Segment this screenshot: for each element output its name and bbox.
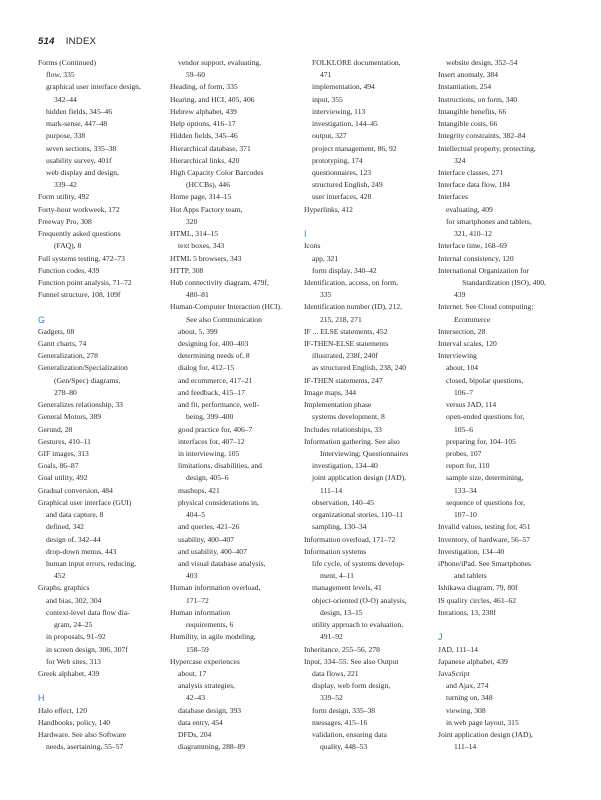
index-entry: Includes relationships, 33: [304, 424, 382, 434]
index-entry: needs, asertaining, 55–57: [46, 742, 124, 752]
index-entry: (FAQ), 8: [54, 241, 82, 251]
index-entry: 339–52: [320, 693, 343, 703]
index-entry: observation, 140–45: [312, 497, 375, 507]
index-entry: display, web form design,: [312, 681, 391, 691]
index-entry: 106–7: [454, 387, 473, 397]
index-entry: quality, 448–53: [320, 742, 368, 752]
index-column-4: [438, 57, 566, 753]
index-entry: Graphical user interface (GUI): [38, 497, 132, 507]
index-entry: 105–6: [454, 424, 473, 434]
index-entry: vendor support, evaluating,: [178, 58, 262, 67]
index-entry: limitations, disabilities, and: [178, 461, 262, 471]
index-entry: 59–60: [186, 70, 205, 80]
index-entry: investigation, 134–40: [312, 461, 378, 471]
index-entry: Interval scales, 120: [438, 339, 497, 349]
index-entry: project management, 86, 92: [312, 143, 397, 153]
index-entry: Help options, 416–17: [170, 119, 236, 129]
index-entry: Frequently asked questions: [38, 229, 121, 239]
index-entry: sequence of questions for,: [446, 497, 525, 507]
index-entry: and queries, 421–26: [178, 522, 240, 532]
index-entry: for smartphones and tablets,: [446, 216, 532, 226]
index-entry: Japanese alphabet, 439: [438, 656, 508, 666]
index-entry: Generalizes relationship, 33: [38, 400, 123, 410]
index-entry: user interfaces, 428: [312, 192, 372, 202]
index-entry: Hot Apps Factory team,: [170, 204, 243, 214]
index-entry: Gerund, 28: [38, 424, 73, 434]
index-entry: context-level data flow dia-: [46, 607, 130, 617]
index-entry: Inventory, of hardware, 56–57: [438, 534, 531, 544]
index-entry: form display, 340–42: [312, 265, 377, 275]
index-entry: human input errors, reducing,: [46, 558, 137, 568]
index-entry: diagramming, 288–89: [178, 742, 246, 752]
index-entry: 111–14: [320, 485, 343, 495]
index-entry: requirements, 6: [186, 620, 234, 630]
index-entry: text boxes, 343: [178, 241, 225, 251]
index-entry: Hub connectivity diagram, 479f,: [170, 277, 269, 287]
index-entry: Halo effect, 120: [38, 705, 87, 715]
index-entry: about, 5, 399: [178, 326, 218, 336]
index-entry: seven sections, 335–38: [46, 143, 117, 153]
index-entry: Implementation phase: [304, 400, 372, 410]
index-entry: HTML, 314–15: [170, 229, 219, 239]
index-entry: viewing, 308: [446, 705, 486, 715]
index-entry: open-ended questions for,: [446, 412, 525, 422]
index-entry: turning on, 348: [446, 693, 493, 703]
index-entry: and data capture, 8: [46, 510, 104, 520]
index-entry: 321, 410–12: [454, 229, 492, 239]
index-entry: Gadgets, 08: [38, 326, 75, 336]
section-gap: [304, 216, 432, 228]
index-entry: 471: [320, 70, 332, 80]
index-entry: 320: [186, 216, 198, 226]
index-entry: Funnel structure, 108, 109f: [38, 290, 121, 300]
index-entry: Instantiation, 254: [438, 82, 492, 92]
index-entry: 42–43: [186, 693, 205, 703]
index-entry: physical considerations in,: [178, 497, 259, 507]
index-entry: Input, 334–55. See also Output: [304, 656, 399, 666]
index-entry: Hidden fields, 345–46: [170, 131, 238, 141]
index-entry: Intellectual property, protecting,: [438, 143, 536, 153]
index-entry: Function point analysis, 71–72: [38, 277, 132, 287]
index-entry: good practice for, 406–7: [178, 424, 253, 434]
index-entry: 404–5: [186, 510, 205, 520]
index-entry: versus JAD, 114: [446, 400, 497, 410]
index-entry: defined, 342: [46, 522, 84, 532]
index-entry: DFDs, 204: [178, 730, 212, 740]
index-entry: implementation, 494: [312, 82, 375, 92]
index-entry: in web page layout, 315: [446, 717, 519, 727]
index-entry: organizational stories, 110–11: [312, 510, 404, 520]
index-entry: Hierarchical database, 371: [170, 143, 251, 153]
index-entry: HTML 5 browsers, 343: [170, 253, 242, 263]
index-entry: questionnaires, 123: [312, 167, 372, 177]
index-entry: Full systems testing, 472–73: [38, 253, 125, 263]
index-entry: Information systems: [304, 546, 367, 556]
index-entry: app, 321: [312, 253, 339, 263]
index-column-3: [304, 57, 432, 753]
index-entry: object-oriented (O-O) analysis,: [312, 595, 407, 605]
index-entry: data entry, 454: [178, 717, 223, 727]
index-entry: graphical user interface design,: [46, 82, 141, 92]
index-entry: investigation, 144–45: [312, 119, 378, 129]
index-entry: Human information: [170, 607, 231, 617]
page-header: [38, 36, 96, 47]
index-entry: and fit, performance, well-: [178, 400, 260, 410]
index-entry: Image maps, 344: [304, 387, 357, 397]
index-entry: and feedback, 415–17: [178, 387, 245, 397]
index-entry: utility approach to evaluation,: [312, 620, 404, 630]
index-entry: Function codes, 439: [38, 265, 100, 275]
index-entry: 339–42: [54, 180, 77, 190]
index-entry: Information overload, 171–72: [304, 534, 396, 544]
index-entry: 111–14: [454, 742, 477, 752]
index-entry: 491–92: [320, 632, 343, 642]
index-entry: drop-down menus, 443: [46, 546, 117, 556]
index-entry: as structured English, 238, 240: [312, 363, 407, 373]
index-entry: Internet. See Cloud computing;: [438, 302, 534, 312]
index-entry: JavaScript: [438, 668, 470, 678]
index-entry: Interface classes, 271: [438, 167, 504, 177]
index-entry: prototyping, 174: [312, 155, 363, 165]
index-entry: design, 13–15: [320, 607, 363, 617]
index-entry: interviewing, 113: [312, 106, 366, 116]
index-entry: Investigation, 134–40: [438, 546, 505, 556]
index-entry: Icons: [304, 241, 321, 251]
index-entry: illustrated, 238f, 240f: [312, 351, 378, 361]
index-entry: See also Communication: [186, 314, 262, 324]
index-entry: designing for, 400–403: [178, 339, 249, 349]
index-entry: probes, 107: [446, 449, 482, 458]
index-entry: closed, bipolar questions,: [446, 375, 524, 385]
index-entry: about, 17: [178, 668, 207, 678]
index-entry: Interfaces: [438, 192, 468, 202]
index-entry: Identification number (ID), 212,: [304, 302, 403, 312]
index-entry: Information gathering. See also: [304, 436, 400, 446]
section-letter: J: [438, 632, 443, 643]
index-entry: IF ... ELSE statements, 452: [304, 326, 388, 336]
index-entry: for Web sites, 313: [46, 656, 101, 666]
index-entry: Identification, access, on form,: [304, 277, 399, 287]
index-entry: messages, 415–16: [312, 717, 368, 727]
index-entry: Insert anomaly, 384: [438, 70, 499, 80]
index-entry: mashups, 421: [178, 485, 220, 495]
index-entry: Human-Computer Interaction (HCI).: [170, 302, 282, 312]
index-entry: 439: [454, 290, 466, 300]
index-entry: Goals, 86–87: [38, 461, 79, 471]
index-entry: usability, 400–407: [178, 534, 235, 544]
index-entry: 215, 218, 271: [320, 314, 362, 324]
index-entry: Generalization, 278: [38, 351, 98, 361]
section-letter: H: [38, 693, 45, 704]
index-entry: systems development, 8: [312, 412, 385, 422]
index-entry: preparing for, 104–105: [446, 436, 516, 446]
index-entry: in screen design, 306, 307f: [46, 644, 128, 654]
index-entry: and tablets: [454, 571, 487, 581]
index-entry: Home page, 314–15: [170, 192, 232, 202]
index-entry: management levels, 41: [312, 583, 382, 593]
index-entry: 403: [186, 571, 198, 581]
index-entry: structured English, 249: [312, 180, 383, 190]
index-entry: Integrity constraints, 382–84: [438, 131, 526, 141]
index-entry: ment, 4–11: [320, 571, 354, 581]
index-entry: interfaces for, 407–12: [178, 436, 245, 446]
index-entry: FOLKLORE documentation,: [312, 58, 401, 67]
index-entry: sampling, 130–34: [312, 522, 367, 532]
index-column-1: [38, 57, 166, 753]
index-entry: being, 399–400: [186, 412, 234, 422]
index-entry: and usability, 400–407: [178, 546, 247, 556]
section-gap: [438, 619, 566, 631]
index-entry: Interface data flow, 184: [438, 180, 511, 190]
index-entry: 480–81: [186, 290, 209, 300]
index-entry: report for, 110: [446, 461, 490, 471]
index-entry: Joint application design (JAD),: [438, 730, 533, 740]
index-entry: Intangible costs, 66: [438, 119, 498, 129]
index-entry: Instructions, on form, 340: [438, 94, 518, 104]
index-entry: Invalid values, testing for, 451: [438, 522, 531, 532]
index-entry: Hardware. See also Software: [38, 730, 127, 740]
index-entry: and bias, 302, 304: [46, 595, 102, 605]
index-entry: and Ajax, 274: [446, 681, 489, 691]
index-entry: Gantt charts, 74: [38, 339, 87, 349]
index-entry: High Capacity Color Barcodes: [170, 167, 264, 177]
index-entry: dialog for, 412–15: [178, 363, 235, 373]
index-entry: IF-THEN statements, 247: [304, 375, 383, 385]
section-gap: [38, 680, 166, 692]
index-entry: 324: [454, 155, 466, 165]
index-entry: hidden fields, 345–46: [46, 106, 113, 116]
index-entry: Form utility, 492: [38, 192, 90, 202]
index-entry: IS quality circles, 461–62: [438, 595, 517, 605]
index-entry: HTTP, 308: [170, 265, 204, 275]
index-entry: JAD, 111–14: [438, 644, 478, 654]
index-entry: Ishikawa diagram, 79, 80f: [438, 583, 518, 593]
index-entry: Gradual conversion, 484: [38, 485, 113, 495]
index-entry: General Motors, 389: [38, 412, 102, 422]
index-entry: and visual database analysis,: [178, 558, 266, 568]
index-entry: 278–80: [54, 387, 77, 397]
index-entry: Forms (Continued): [38, 58, 97, 67]
index-entry: International Organization for: [438, 265, 529, 275]
index-entry: Inheritance, 255–56, 278: [304, 644, 380, 654]
index-entry: gram, 24–25: [54, 620, 93, 630]
index-entry: Humility, in agile modeling,: [170, 632, 256, 642]
index-entry: 171–72: [186, 595, 209, 605]
index-entry: 452: [54, 571, 66, 581]
page-title: INDEX: [65, 36, 97, 47]
index-entry: design of, 342–44: [46, 534, 101, 544]
index-entry: GIF images, 313: [38, 449, 89, 458]
index-column-2: [170, 57, 298, 753]
index-entry: Greek alphabet, 439: [38, 668, 100, 678]
index-entry: Freeway Pro, 308: [38, 216, 92, 226]
index-entry: about, 104: [446, 363, 479, 373]
page-number: 514: [38, 36, 55, 47]
index-entry: usability survey, 401f: [46, 155, 112, 165]
section-letter: I: [304, 229, 307, 240]
index-entry: Handbooks, policy, 140: [38, 717, 111, 727]
index-entry: mark-sense, 447–48: [46, 119, 108, 129]
index-entry: and ecommerce, 417–21: [178, 375, 253, 385]
index-entry: database design, 393: [178, 705, 242, 715]
index-entry: (Gen/Spec) diagrams,: [54, 375, 121, 385]
index-entry: input, 355: [312, 94, 343, 104]
index-entry: (HCCBs), 446: [186, 180, 230, 190]
section-letter: G: [38, 314, 46, 325]
index-entry: sample size, determining,: [446, 473, 524, 483]
index-entry: analysis strategies,: [178, 681, 235, 691]
index-entry: iPhone/iPad. See Smartphones: [438, 558, 532, 568]
index-entry: data flows, 221: [312, 668, 359, 678]
index-entry: 158–59: [186, 644, 209, 654]
index-entry: in proposals, 91–92: [46, 632, 106, 642]
index-entry: Human information overload,: [170, 583, 261, 593]
index-entry: IF-THEN-ELSE statements: [304, 339, 389, 349]
index-entry: Heading, of form, 335: [170, 82, 238, 92]
index-entry: life cycle, of systems develop-: [312, 558, 405, 568]
index-entry: Iterations, 13, 238f: [438, 607, 496, 617]
index-entry: determining needs of, 8: [178, 351, 250, 361]
index-entry: Hyperlinks, 412: [304, 204, 353, 214]
index-entry: Interface time, 168–69: [438, 241, 507, 251]
index-entry: form design, 335–38: [312, 705, 376, 715]
index-entry: evaluating, 409: [446, 204, 493, 214]
section-gap: [38, 301, 166, 313]
index-entry: website design, 352–54: [446, 58, 518, 67]
index-entry: Ecommerce: [454, 314, 491, 324]
index-entry: 133–34: [454, 485, 477, 495]
index-entry: output, 327: [312, 131, 347, 141]
index-entry: Interviewing; Questionnaires: [320, 449, 409, 458]
index-entry: joint application design (JAD),: [312, 473, 407, 483]
index-entry: in interviewing, 105: [178, 449, 240, 458]
index-entry: Interviewing: [438, 351, 477, 361]
index-entry: 342–44: [54, 94, 77, 104]
index-entry: 335: [320, 290, 332, 300]
index-entry: Graphs, graphics: [38, 583, 90, 593]
index-entry: Standardization (ISO), 400,: [462, 277, 546, 287]
index-entry: design, 405–6: [186, 473, 229, 483]
index-entry: Generalization/Specialization: [38, 363, 128, 373]
index-entry: Internal consistency, 120: [438, 253, 514, 263]
index-entry: Hearing, and HCI, 405, 406: [170, 94, 255, 104]
index-entry: flow, 335: [46, 70, 75, 80]
index-entry: validation, ensuring data: [312, 730, 387, 740]
index-entry: web display and design,: [46, 167, 119, 177]
index-entry: Hypercase experiences: [170, 656, 240, 666]
index-entry: Intangible benefits, 66: [438, 106, 507, 116]
index-entry: Goal utility, 492: [38, 473, 88, 483]
index-entry: Forty-hour workweek, 172: [38, 204, 120, 214]
index-entry: purpose, 338: [46, 131, 86, 141]
index-entry: Hebrew alphabet, 439: [170, 106, 237, 116]
index-entry: Gestures, 410–11: [38, 436, 91, 446]
index-entry: Hierarchical links, 420: [170, 155, 240, 165]
index-entry: 107–10: [454, 510, 477, 520]
index-entry: Intersection, 28: [438, 326, 486, 336]
